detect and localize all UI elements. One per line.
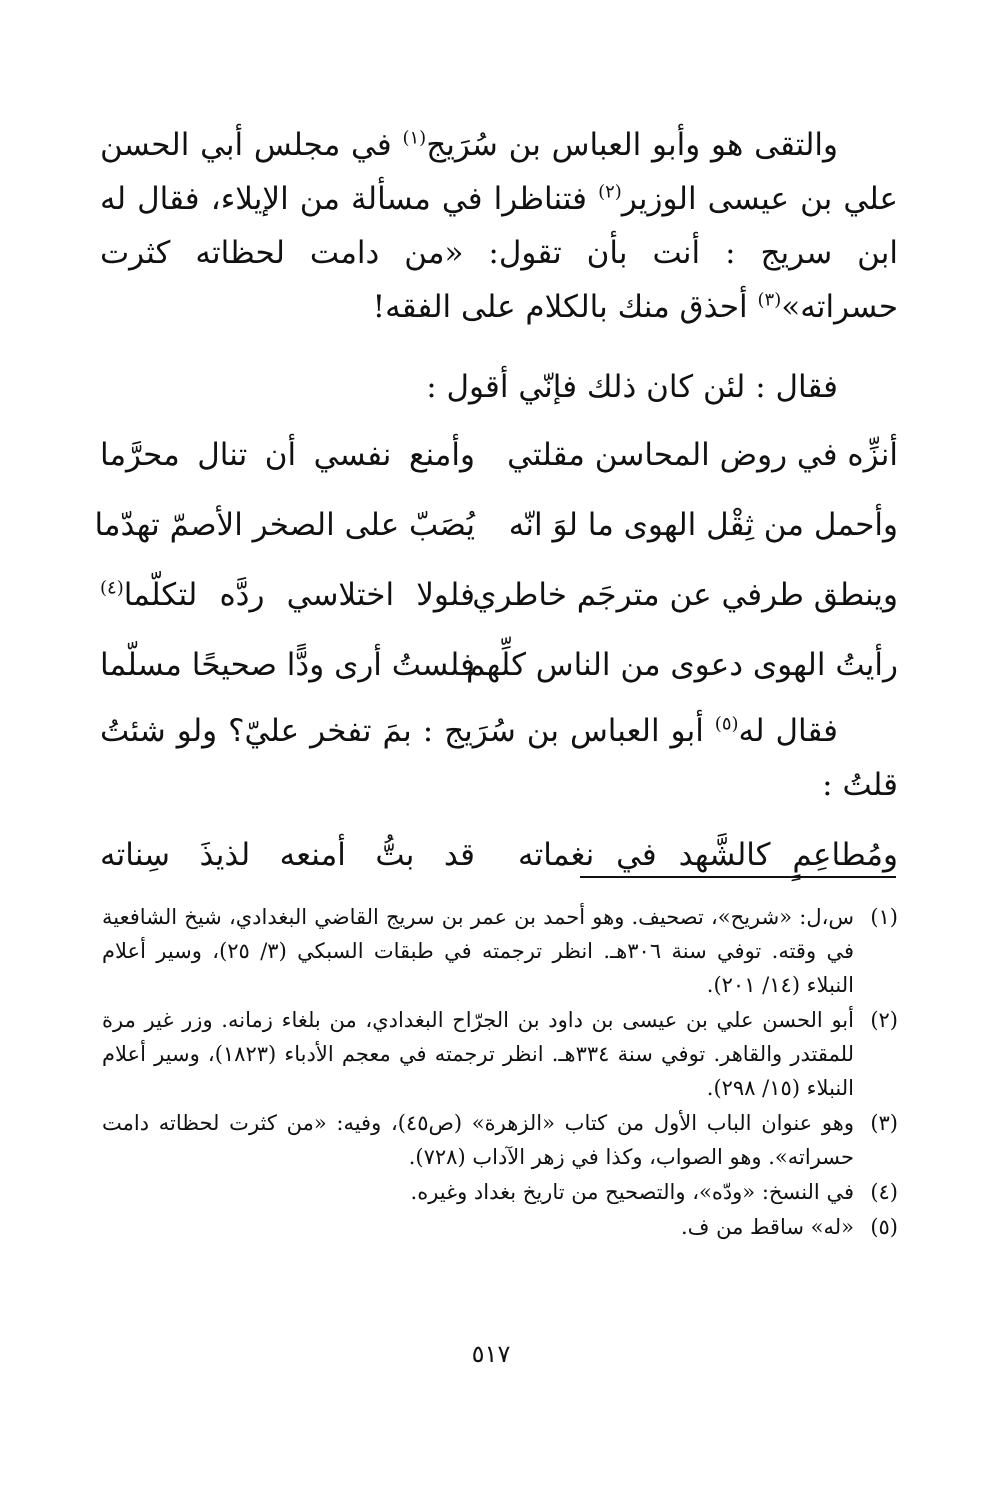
- footnote-ref-1[interactable]: (١): [402, 127, 427, 149]
- paragraph-1: [100, 118, 898, 334]
- footnote: [102, 900, 898, 1002]
- poem: [94, 420, 898, 700]
- verse-first-hemistich: وأحمل من ثِقْل الهوى ما لوَ انّه: [508, 507, 898, 543]
- verse-first-hemistich: أنزِّه في روض المحاسن مقلتي: [507, 437, 898, 473]
- footnote-text: أبو الحسن علي بن عيسى بن داود بن الجرّاح البغدادي، من بلغاء زمانه. وزر غير مرة للمقتدر والقاهر. توفي سنة ٣٣٤هـ. انظر ترجمته في معجم الأدباء (١٨٢٣)، وسير أعلام النبلاء (١٥/ ٢٩٨).: [102, 1008, 854, 1100]
- verse-text: فلولا اختلاسي ردَّه لتكلّما: [123, 577, 475, 613]
- verse-line: [100, 420, 898, 490]
- footnote-text: س،ل: «شريح»، تصحيف. وهو أحمد بن عمر بن سريج القاضي البغدادي، شيخ الشافعية في وقته. توفي سنة ٣٠٦هـ. انظر ترجمته في طبقات السبكي (٣/ ٢٥)، وسير أعلام النبلاء (١٤/ ٢٠١).: [102, 905, 855, 997]
- footnote-ref-3[interactable]: (٣): [757, 289, 782, 311]
- footnote-ref-5[interactable]: (٥): [714, 713, 739, 735]
- verse-first-hemistich: ومُطاعِمٍ كالشَّهد في نغماته: [518, 837, 898, 873]
- footnote: [102, 1210, 898, 1244]
- footnote-number: (١): [870, 905, 898, 929]
- para1-text-a: والتقى هو وأبو العباس بن سُرَيج: [426, 127, 839, 163]
- verse-second-hemistich: يُصَبّ على الصخر الأصمّ تهدّما: [94, 507, 475, 543]
- verse-line: [100, 560, 898, 630]
- footnote: [102, 1175, 898, 1209]
- footnote: [102, 1106, 898, 1174]
- footnote: [102, 1003, 898, 1105]
- page-number: ٥١٧: [471, 1340, 511, 1368]
- verse-line: [100, 630, 898, 700]
- para1-text-c: فتناظرا في مسألة من الإيلاء، فقال له ابن سريج : أنت بأن تقول: «من دامت لحظاته كثرت حسراته»: [100, 181, 898, 325]
- footnote-number: (٤): [870, 1180, 898, 1204]
- para2-text-a: فقال له: [738, 713, 839, 749]
- verse-first-hemistich: وينطق طرفي عن مترجَم خاطري: [472, 577, 898, 613]
- verse-line: [94, 490, 898, 560]
- footnote-ref-2[interactable]: (٢): [598, 181, 622, 203]
- verse-second-hemistich: فلستُ أرى ودًّا صحيحًا مسلّما: [100, 647, 475, 683]
- footnote-text: في النسخ: «ودّه»، والتصحيح من تاريخ بغداد وغيره.: [410, 1180, 854, 1204]
- footnote-number: (٢): [870, 1008, 898, 1032]
- footnotes: [102, 900, 898, 1245]
- footnote-text: «له» ساقط من ف.: [680, 1215, 854, 1239]
- footnote-divider: [580, 876, 896, 878]
- verse-intro: فقال : لئن كان ذلك فإنّي أقول :: [426, 369, 838, 405]
- verse-second-hemistich: [100, 560, 475, 630]
- footnote-ref-4[interactable]: (٤): [100, 577, 124, 599]
- verse-second-hemistich: قد بتُّ أمنعه لذيذَ سِناته: [100, 837, 475, 873]
- verse-line: [100, 820, 898, 890]
- verse-second-hemistich: وأمنع نفسي أن تنال محرَّما: [100, 437, 475, 473]
- paragraph-2: [100, 704, 898, 812]
- main-text: [94, 118, 898, 890]
- para1-text-b: في مجلس أبي الحسن علي بن عيسى الوزير: [100, 127, 898, 217]
- footnote-number: (٣): [870, 1111, 898, 1135]
- footnote-number: (٥): [870, 1215, 898, 1239]
- para2-text-b: أبو العباس بن سُرَيج : بمَ تفخر عليّ؟ ولو شئتُ قلتُ :: [100, 713, 898, 803]
- footnote-text: وهو عنوان الباب الأول من كتاب «الزهرة» (ص٤٥)، وفيه: «من كثرت لحظاته دامت حسراته». وهو الصواب، وكذا في زهر الآداب (٧٢٨).: [102, 1111, 854, 1169]
- para1-text-d: أحذق منك بالكلام على الفقه!: [372, 289, 758, 325]
- verse-first-hemistich: رأيتُ الهوى دعوى من الناس كلِّهم: [466, 647, 898, 683]
